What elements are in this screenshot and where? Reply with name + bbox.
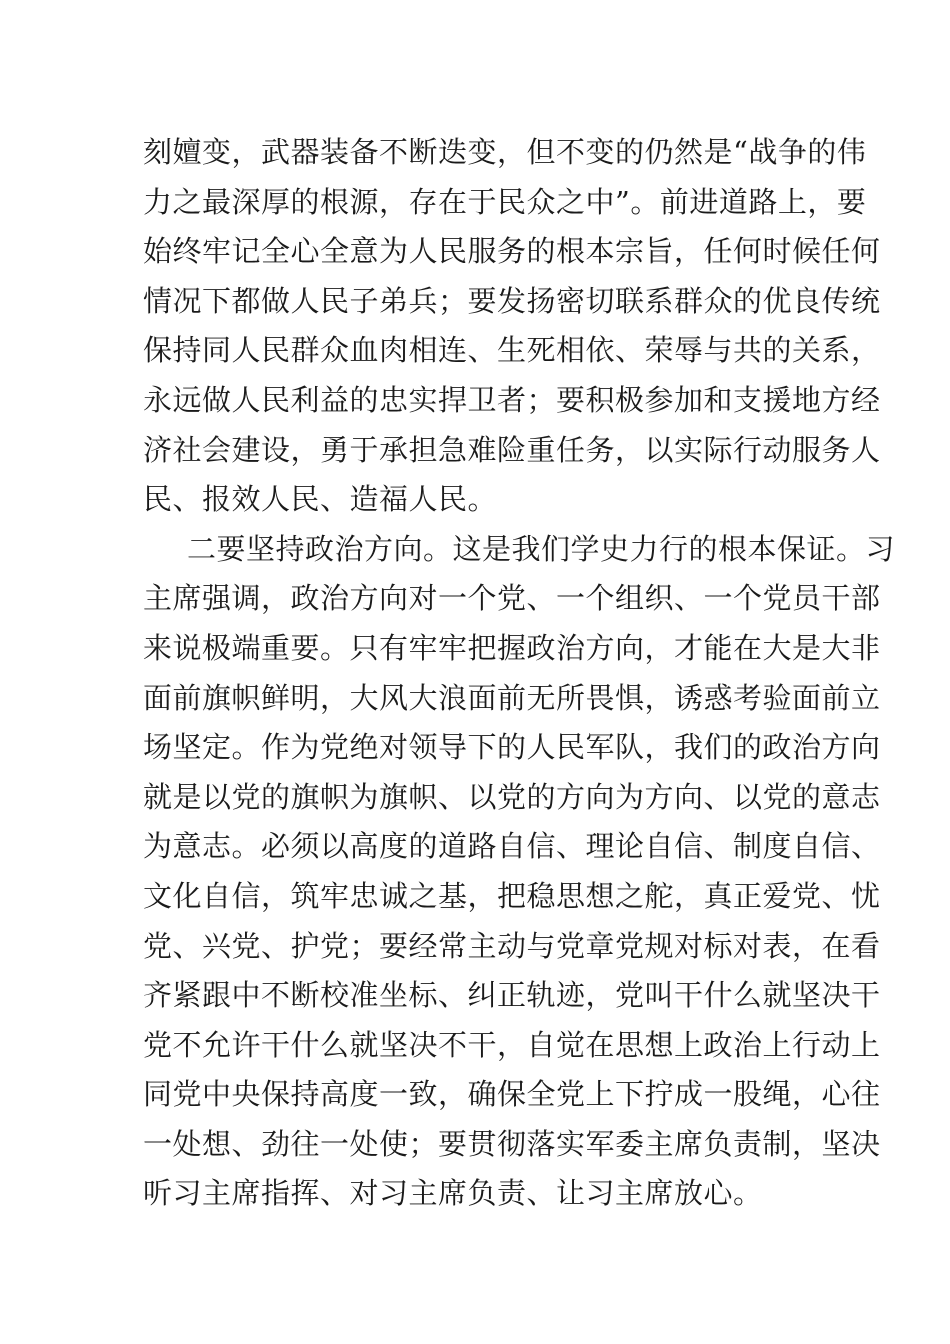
paragraph-line: 听习主席指挥、对习主席负责、让习主席放心。	[143, 1176, 763, 1211]
paragraph-line: 来说极端重要。只有牢牢把握政治方向，才能在大是大非	[143, 630, 881, 665]
body-text	[143, 128, 896, 1219]
paragraph-line: 文化自信，筑牢忠诚之基，把稳思想之舵，真正爱党、忧	[143, 878, 881, 913]
paragraph-line: 党不允许干什么就坚决不干，自觉在思想上政治上行动上	[143, 1027, 881, 1062]
paragraph-line: 同党中央保持高度一致，确保全党上下拧成一股绳，心往	[143, 1077, 881, 1112]
paragraph-1	[143, 128, 881, 525]
paragraph-line: 保持同人民群众血肉相连、生死相依、荣辱与共的关系，	[143, 333, 881, 368]
paragraph-line: 就是以党的旗帜为旗帜、以党的方向为方向、以党的意志	[143, 779, 881, 814]
paragraph-line: 刻嬗变，武器装备不断迭变，但不变的仍然是“战争的伟	[143, 135, 867, 169]
paragraph-line: 齐紧跟中不断校准坐标、纠正轨迹，党叫干什么就坚决干	[143, 978, 881, 1013]
paragraph-line: 面前旗帜鲜明，大风大浪面前无所畏惧，诱惑考验面前立	[143, 680, 881, 715]
paragraph-line: 始终牢记全心全意为人民服务的根本宗旨，任何时候任何	[143, 234, 881, 269]
paragraph-line: 为意志。必须以高度的道路自信、理论自信、制度自信、	[143, 829, 881, 864]
paragraph-line: 场坚定。作为党绝对领导下的人民军队，我们的政治方向	[143, 730, 881, 765]
paragraph-line: 主席强调，政治方向对一个党、一个组织、一个党员干部	[143, 581, 881, 616]
paragraph-line: 一处想、劲往一处使；要贯彻落实军委主席负责制，坚决	[143, 1126, 881, 1161]
paragraph-line: 力之最深厚的根源，存在于民众之中”。前进道路上，要	[143, 184, 867, 219]
paragraph-line: 永远做人民利益的忠实捍卫者；要积极参加和支援地方经	[143, 382, 881, 417]
paragraph-line: 民、报效人民、造福人民。	[143, 482, 498, 517]
paragraph-line: 济社会建设，勇于承担急难险重任务，以实际行动服务人	[143, 432, 881, 467]
paragraph-line: 二要坚持政治方向。这是我们学史力行的根本保证。习	[187, 531, 896, 566]
paragraph-2	[143, 525, 896, 1219]
paragraph-line: 情况下都做人民子弟兵；要发扬密切联系群众的优良传统	[143, 283, 881, 318]
paragraph-line: 党、兴党、护党；要经常主动与党章党规对标对表，在看	[143, 928, 881, 963]
